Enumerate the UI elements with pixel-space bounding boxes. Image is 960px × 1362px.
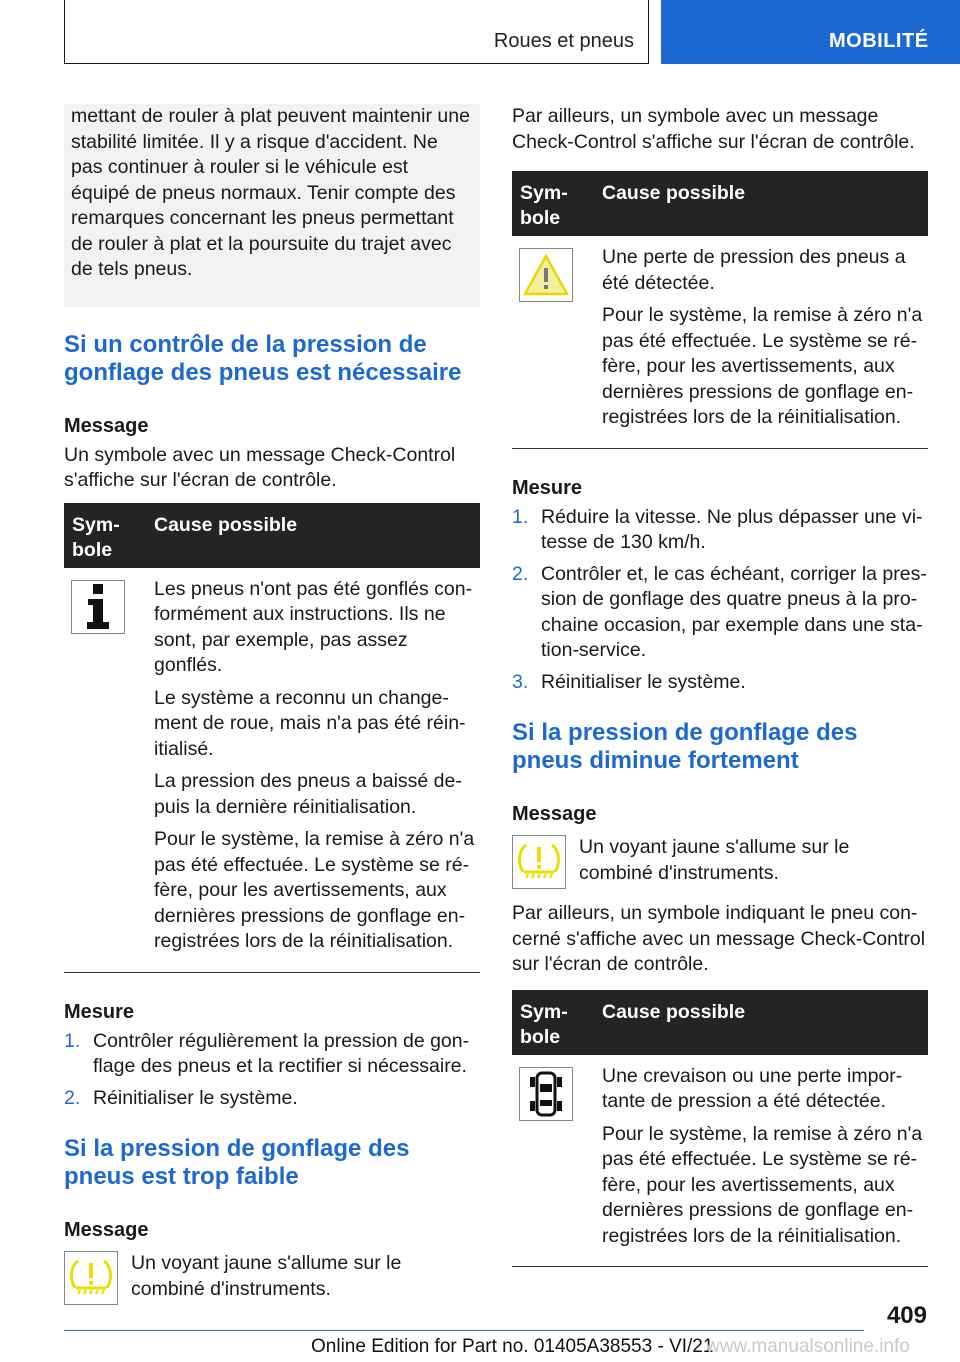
right-column	[512, 104, 928, 1267]
table-row	[512, 236, 928, 449]
subheading-message: Message	[64, 1219, 149, 1241]
list-item: 2. Contrôler et, le cas échéant, corriger la pres-sion de gonflage des quatre pneus à la pro-chaine occasion, par exemple dans une sta-tion-service.	[512, 562, 927, 661]
symbol-table-tire	[512, 990, 928, 1268]
cause-text: Pour le système, la remise à zéro n'a pas été effectuée. Le système se ré-fère, pour les avertissements, aux dernières pressions de gonflage en-registrées lors de la réinitialisation.	[154, 828, 475, 952]
lamp-text: Un voyant jaune s'allume sur le combiné d'instruments.	[579, 836, 850, 884]
info-icon	[71, 580, 125, 634]
left-column	[64, 104, 480, 1305]
lamp-message	[512, 835, 928, 889]
heading-pressure-drops: Si la pression de gonflage des pneus diminue fortement	[512, 719, 858, 774]
footer-divider	[64, 1330, 864, 1331]
cause-text: Les pneus n'ont pas été gonflés con-formément aux instructions. Ils ne sont, par exemple, pas assez gonflés.	[154, 577, 473, 676]
table-row	[64, 568, 480, 973]
tire-pressure-warning-lamp-icon	[64, 1251, 118, 1305]
table-header	[512, 171, 928, 236]
subheading-measure: Mesure	[512, 476, 583, 499]
column-header-cause: Cause possible	[602, 1000, 746, 1023]
subheading-message: Message	[512, 803, 597, 825]
column-header-cause: Cause possible	[602, 182, 746, 204]
heading-pressure-too-low: Si la pression de gonflage des pneus est trop faible	[64, 1135, 410, 1190]
car-tire-position-icon	[519, 1067, 573, 1121]
lamp-text: Un voyant jaune s'allume sur le combiné d'instruments.	[131, 1252, 402, 1300]
measure-list	[64, 1029, 480, 1112]
column-header-symbol: Sym-bole	[520, 1000, 568, 1048]
warning-triangle-icon	[519, 248, 573, 302]
list-item: 3. Réinitialiser le système.	[512, 670, 746, 693]
cause-text: Une perte de pression des pneus a été détectée.	[602, 246, 906, 294]
column-header-cause: Cause possible	[154, 513, 298, 536]
list-item: 2. Réinitialiser le système.	[64, 1086, 298, 1109]
table-header	[64, 503, 480, 568]
tab-mobilite[interactable]: MOBILITÉ	[661, 0, 960, 64]
cause-text: Pour le système, la remise à zéro n'a pas été effectuée. Le système se ré-fère, pour les avertissements, aux dernières pressions de gonflage en-registrées lors de la réinitialisation.	[602, 1122, 923, 1247]
warning-box: mettant de rouler à plat peuvent maintenir une stabilité limitée. Il y a risque d'accident. Ne pas continuer à rouler si le véhicule est équipé de pneus normaux. Tenir compte des remarques concernant les pneus permettant de rouler à plat et la poursuite du trajet avec de tels pneus.	[64, 104, 480, 307]
subheading-message: Message	[64, 414, 149, 437]
page-number: 409	[886, 1302, 927, 1329]
table-row	[512, 1055, 928, 1268]
list-item: 1. Réduire la vitesse. Ne plus dépasser une vi-tesse de 130 km/h.	[512, 505, 923, 553]
heading-check-pressure: Si un contrôle de la pression de gonflage des pneus est nécessaire	[64, 330, 462, 386]
symbol-table-info	[64, 503, 480, 973]
column-header-symbol: Sym-bole	[520, 182, 568, 229]
measure-list	[512, 505, 928, 696]
cause-text: Le système a reconnu un change-ment de roue, mais n'a pas été réin-itialisé.	[154, 686, 466, 760]
cause-text: Une crevaison ou une perte impor-tante de pression a été détectée.	[602, 1064, 903, 1112]
cause-text: La pression des pneus a baissé de-puis la dernière réinitialisation.	[154, 770, 462, 818]
cause-text: Pour le système, la remise à zéro n'a pas été effectuée. Le système se ré-fère, pour les avertissements, aux dernières pressions de gonflage en-registrées lors de la réinitialisation.	[602, 304, 923, 428]
lamp-message	[64, 1251, 480, 1305]
section-title: Roues et pneus	[493, 30, 634, 52]
subheading-measure: Mesure	[64, 1000, 135, 1023]
table-header	[512, 990, 928, 1055]
column-header-symbol: Sym-bole	[72, 513, 120, 561]
tire-pressure-warning-lamp-icon	[512, 835, 566, 889]
message-text: Un symbole avec un message Check-Control s'affiche sur l'écran de contrôle.	[64, 443, 456, 491]
intro-text: Par ailleurs, un symbole avec un message Check-Control s'affiche sur l'écran de contrôle.	[512, 105, 915, 153]
watermark: www.manualsonline.info	[706, 1336, 910, 1357]
symbol-table-warning	[512, 171, 928, 449]
after-lamp-text: Par ailleurs, un symbole indiquant le pneu con-cerné s'affiche avec un message Check-Control sur l'écran de contrôle.	[512, 902, 926, 975]
list-item: 1. Contrôler régulièrement la pression de gon-flage des pneus et la rectifier si nécessaire.	[64, 1029, 470, 1077]
edition-text: Online Edition for Part no. 01405A38553 - VI/21	[311, 1336, 714, 1357]
